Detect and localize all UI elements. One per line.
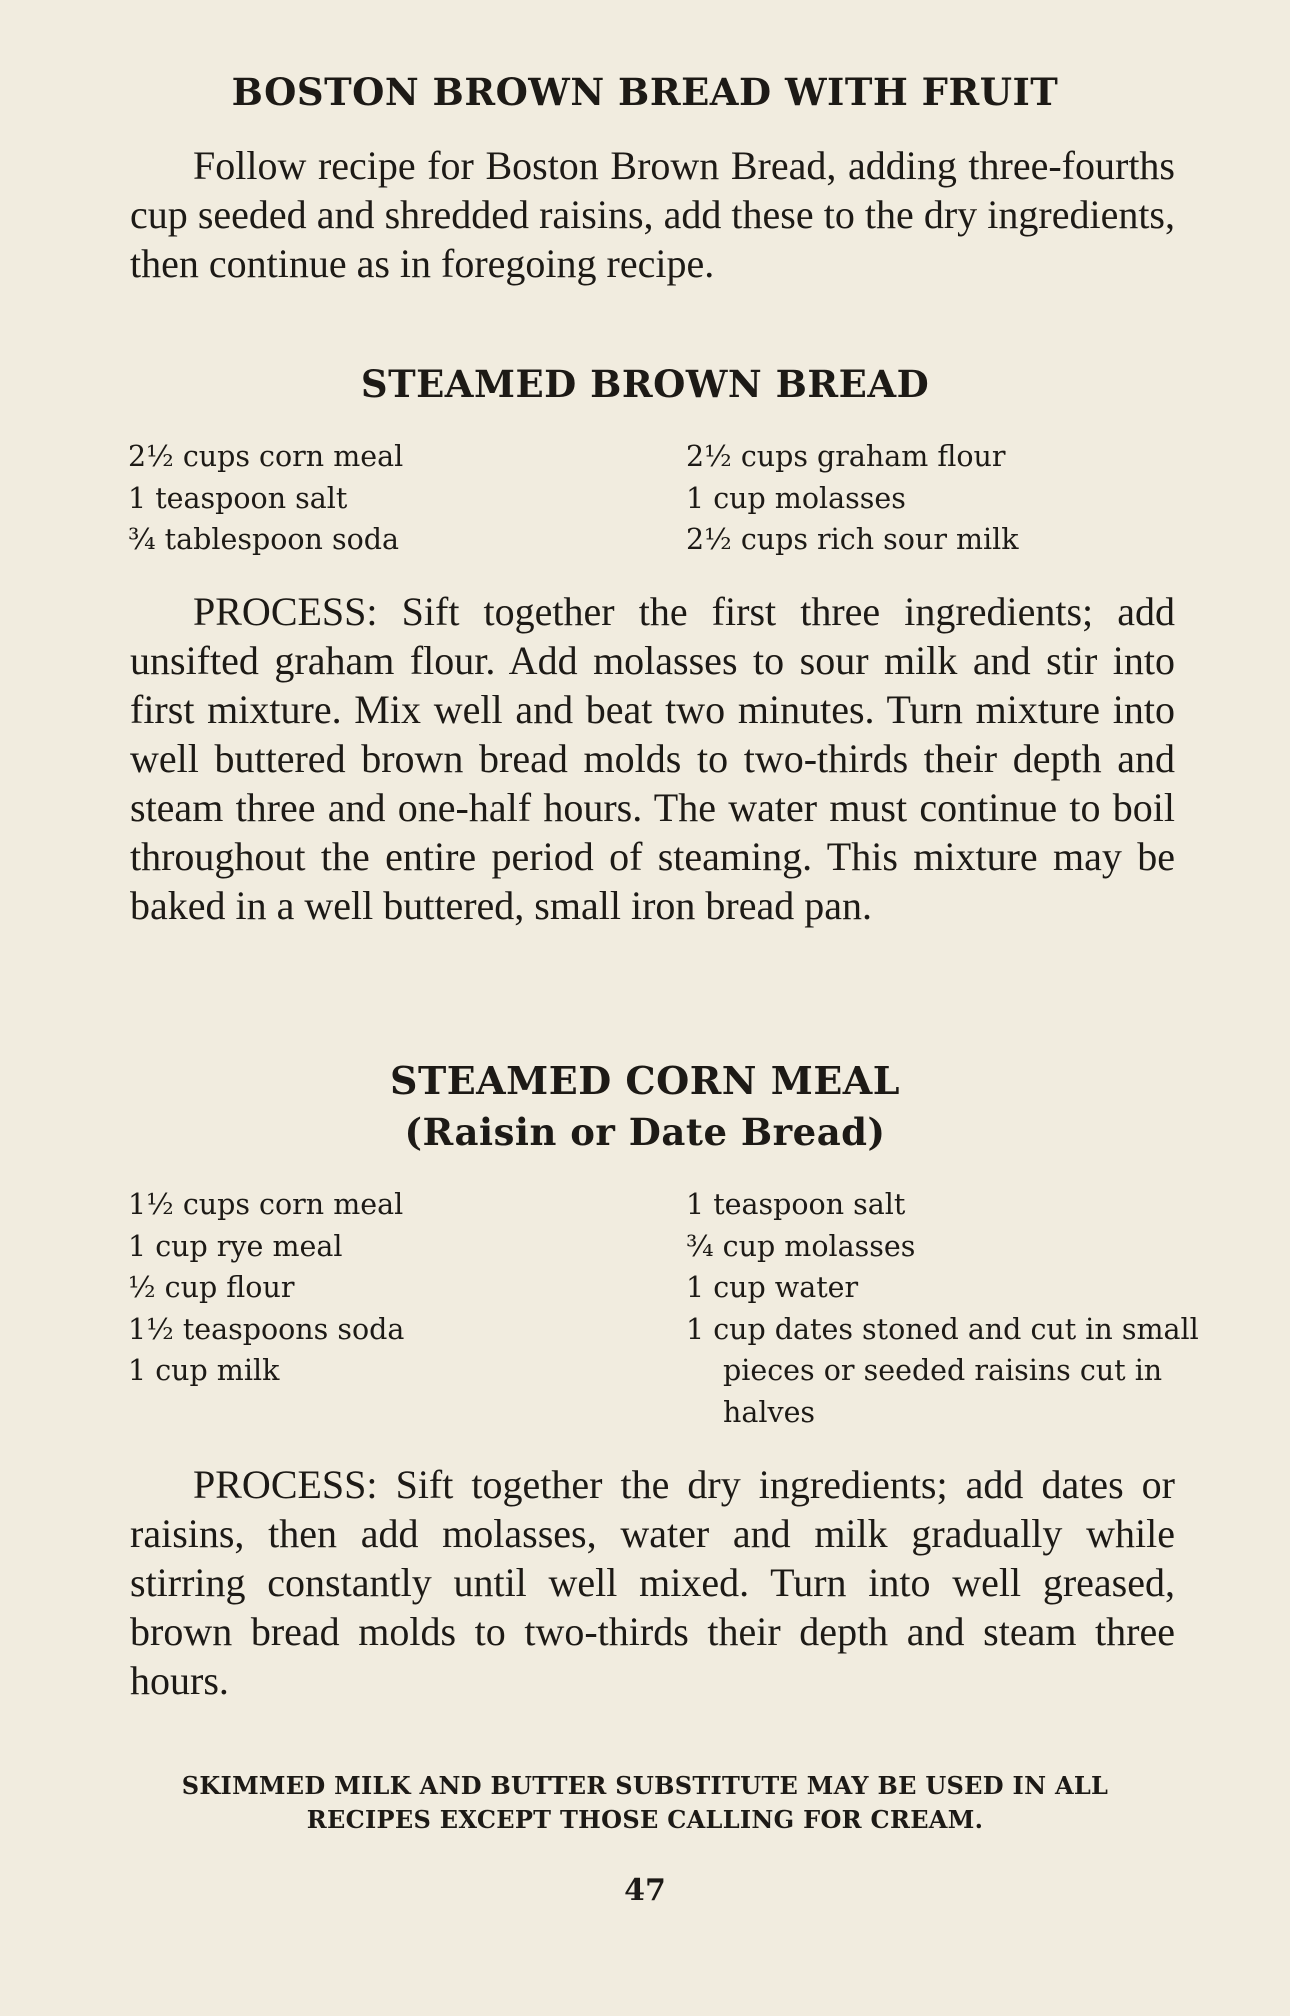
ingredient-item: ½ cup flour [128, 1271, 295, 1304]
page-number: 47 [624, 1873, 666, 1908]
ingredients-right-steamed-brown-bread [686, 436, 1019, 561]
footer-note-line: RECIPES EXCEPT THOSE CALLING FOR CREAM. [306, 1805, 984, 1834]
ingredient-item: 1 cup dates stoned and cut in small pieces or seeded raisins cut in halves [686, 1312, 1199, 1429]
ingredient-item: 1 teaspoon salt [686, 1188, 906, 1221]
ingredient-item: ¾ cup molasses [686, 1229, 916, 1263]
ingredient-item: ¾ tablespoon soda [128, 523, 399, 556]
recipe-text-boston-brown-bread-fruit: Follow recipe for Boston Brown Bread, adding three-fourths cup seeded and shredded raisins, add these to the dry ingredients, then continue as in foregoing recipe. [130, 143, 1175, 286]
ingredient-item: 1 cup milk [128, 1354, 280, 1387]
process-steamed-brown-bread: PROCESS: Sift together the first three ingredients; add unsifted graham flour. Add molasses to sour milk and stir into first mixture. Mix well and beat two minutes. Turn mixture into well buttered brown bread molds to two-thirds their depth and steam three and one-half hours. The water must continue to boil throughout the entire period of steaming. This mixture may be baked in a well buttered, small iron bread pan. [130, 589, 1175, 928]
ingredient-item: 1 cup water [686, 1271, 859, 1304]
ingredients-left-steamed-corn-meal [128, 1184, 404, 1392]
ingredients-right-steamed-corn-meal [686, 1184, 1223, 1433]
ingredients-left-steamed-brown-bread [128, 436, 403, 561]
footer-note [0, 1769, 1290, 1837]
ingredient-item: 1½ teaspoons soda [128, 1312, 405, 1346]
ingredient-item: 2½ cups corn meal [128, 440, 404, 473]
recipe-title-steamed-brown-bread: STEAMED BROWN BREAD [360, 362, 930, 406]
ingredient-item: 2½ cups graham flour [686, 440, 1006, 473]
ingredient-item: 2½ cups rich sour milk [686, 523, 1019, 556]
ingredient-item: 1 cup rye meal [128, 1229, 343, 1263]
recipe-subtitle-steamed-corn-meal: (Raisin or Date Bread) [404, 1110, 886, 1154]
ingredient-item: 1 cup molasses [686, 481, 906, 515]
recipe-title-boston-brown-bread-fruit: BOSTON BROWN BREAD WITH FRUIT [231, 70, 1059, 114]
recipe-title-steamed-corn-meal: STEAMED CORN MEAL [390, 1058, 900, 1103]
ingredient-item: 1½ cups corn meal [128, 1188, 404, 1221]
footer-note-line: SKIMMED MILK AND BUTTER SUBSTITUTE MAY BE USED IN ALL [181, 1771, 1109, 1800]
process-steamed-corn-meal: PROCESS: Sift together the dry ingredients; add dates or raisins, then add molasses, water and milk gradually while stirring constantly until well mixed. Turn into well greased, brown bread molds to two-thirds their depth and steam three hours. [130, 1462, 1175, 1703]
ingredient-item: 1 teaspoon salt [128, 481, 348, 515]
